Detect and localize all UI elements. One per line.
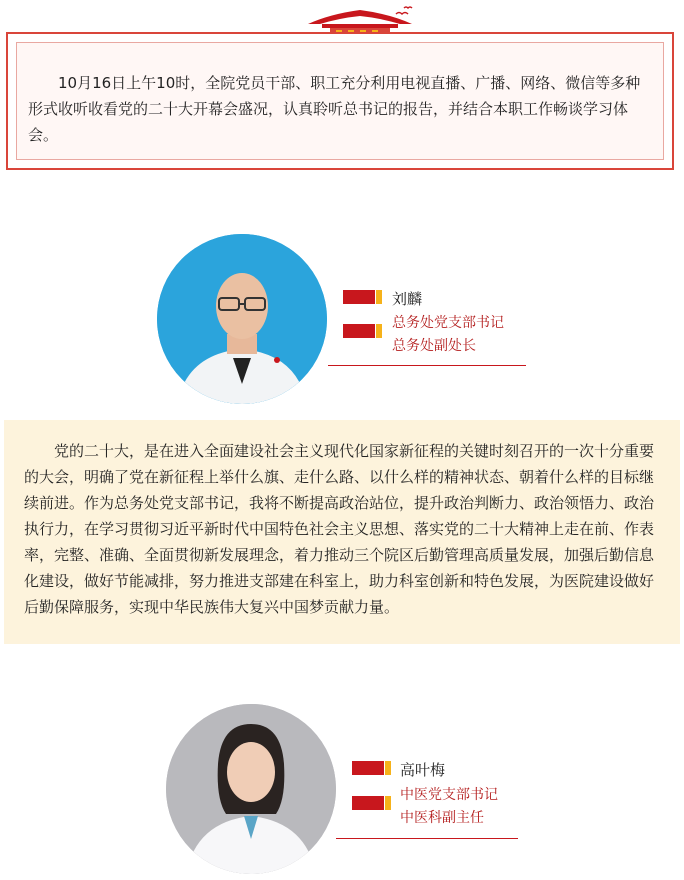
flag-icon	[352, 796, 392, 810]
divider	[328, 365, 526, 366]
avatar	[166, 704, 336, 874]
person-name: 高叶梅	[400, 761, 446, 779]
person-name: 刘麟	[392, 290, 423, 308]
flag-icon	[343, 324, 383, 338]
flag-icon	[352, 761, 392, 775]
speech-box	[4, 420, 680, 644]
person-role: 总务处党支部书记	[392, 315, 504, 331]
flag-icon	[343, 290, 383, 304]
person-role: 中医党支部书记	[400, 787, 498, 803]
avatar	[157, 234, 327, 404]
person-portrait-icon	[166, 704, 336, 874]
divider	[336, 838, 518, 839]
intro-frame	[6, 32, 674, 170]
intro-paragraph: 10月16日上午10时，全院党员干部、职工充分利用电视直播、广播、网络、微信等多种形式收听收看党的二十大开幕会盛况，认真聆听总书记的报告，并结合本职工作畅谈学习体会。	[28, 74, 641, 144]
person-portrait-icon	[157, 234, 327, 404]
person-role: 总务处副处长	[392, 338, 476, 354]
speech-paragraph: 党的二十大，是在进入全面建设社会主义现代化国家新征程的关键时刻召开的一次十分重要的大会，明确了党在新征程上举什么旗、走什么路、以什么样的精神状态、朝着什么样的目标继续前进。作为总务处党支部书记，我将不断提高政治站位，提升政治判断力、政治领悟力、政治执行力，在学习贯彻习近平新时代中国特色社会主义思想、落实党的二十大精神上走在前、作表率，完整、准确、全面贯彻新发展理念，着力推动三个院区后勤管理高质量发展，加强后勤信息化建设，做好节能减排，努力推进支部建在科室上，助力科室创新和特色发展，为医院建设做好后勤保障服务，实现中华民族伟大复兴中国梦贡献力量。	[24, 442, 655, 616]
person-role: 中医科副主任	[400, 810, 484, 826]
